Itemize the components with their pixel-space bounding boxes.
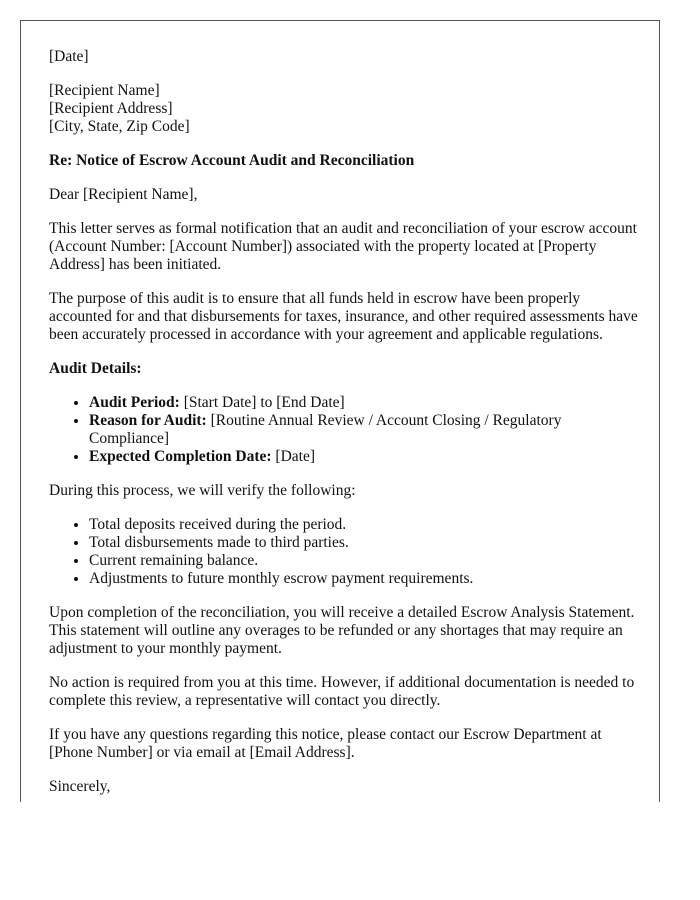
- recipient-city-state-zip: [City, State, Zip Code]: [49, 118, 190, 135]
- audit-detail-value: [Date]: [271, 448, 315, 465]
- audit-detail-value: [Routine Annual Review / Account Closing / Regulatory Compliance]: [89, 412, 562, 447]
- audit-detail-label: Audit Period:: [89, 394, 180, 411]
- verify-list: [49, 516, 639, 588]
- closing: Sincerely,: [49, 778, 111, 795]
- recipient-name: [Recipient Name]: [49, 82, 160, 99]
- contact-paragraph: If you have any questions regarding this notice, please contact our Escrow Department at [Phone Number] or via email at [Email Address].: [49, 726, 602, 761]
- completion-paragraph: Upon completion of the reconciliation, you will receive a detailed Escrow Analysis Statement. This statement will outline any overages to be refunded or any shortages that may require an adjustment to your monthly payment.: [49, 604, 635, 657]
- verify-item: • Adjustments to future monthly escrow payment requirements.: [89, 570, 639, 588]
- verify-item: • Total deposits received during the period.: [89, 516, 639, 534]
- audit-detail-value: [Start Date] to [End Date]: [179, 394, 345, 411]
- audit-detail-item: [89, 448, 639, 466]
- audit-detail-label: Reason for Audit:: [89, 412, 207, 429]
- letter-body: [49, 48, 639, 802]
- audit-details-heading: Audit Details:: [49, 360, 142, 377]
- verify-item: • Current remaining balance.: [89, 552, 639, 570]
- intro-paragraph: This letter serves as formal notification that an audit and reconciliation of your escrow account (Account Number: [Account Number]) associated with the property located at [Property Address] has been initiated.: [49, 220, 637, 273]
- audit-details-list: [49, 394, 639, 466]
- letter-date: [Date]: [49, 48, 89, 65]
- verify-intro: During this process, we will verify the following:: [49, 482, 356, 499]
- audit-detail-item: [89, 394, 639, 412]
- subject-line: Re: Notice of Escrow Account Audit and Reconciliation: [49, 152, 415, 169]
- recipient-block: [49, 82, 639, 136]
- no-action-paragraph: No action is required from you at this time. However, if additional documentation is needed to complete this review, a representative will contact you directly.: [49, 674, 635, 709]
- recipient-address: [Recipient Address]: [49, 100, 173, 117]
- purpose-paragraph: The purpose of this audit is to ensure that all funds held in escrow have been properly accounted for and that disbursements for taxes, insurance, and other required assessments have been accurately processed in accordance with your agreement and applicable regulations.: [49, 290, 638, 343]
- audit-detail-label: Expected Completion Date:: [89, 448, 272, 465]
- letter-page: [20, 20, 660, 802]
- audit-detail-item: [89, 412, 639, 448]
- verify-item: • Total disbursements made to third parties.: [89, 534, 639, 552]
- salutation: Dear [Recipient Name],: [49, 186, 198, 203]
